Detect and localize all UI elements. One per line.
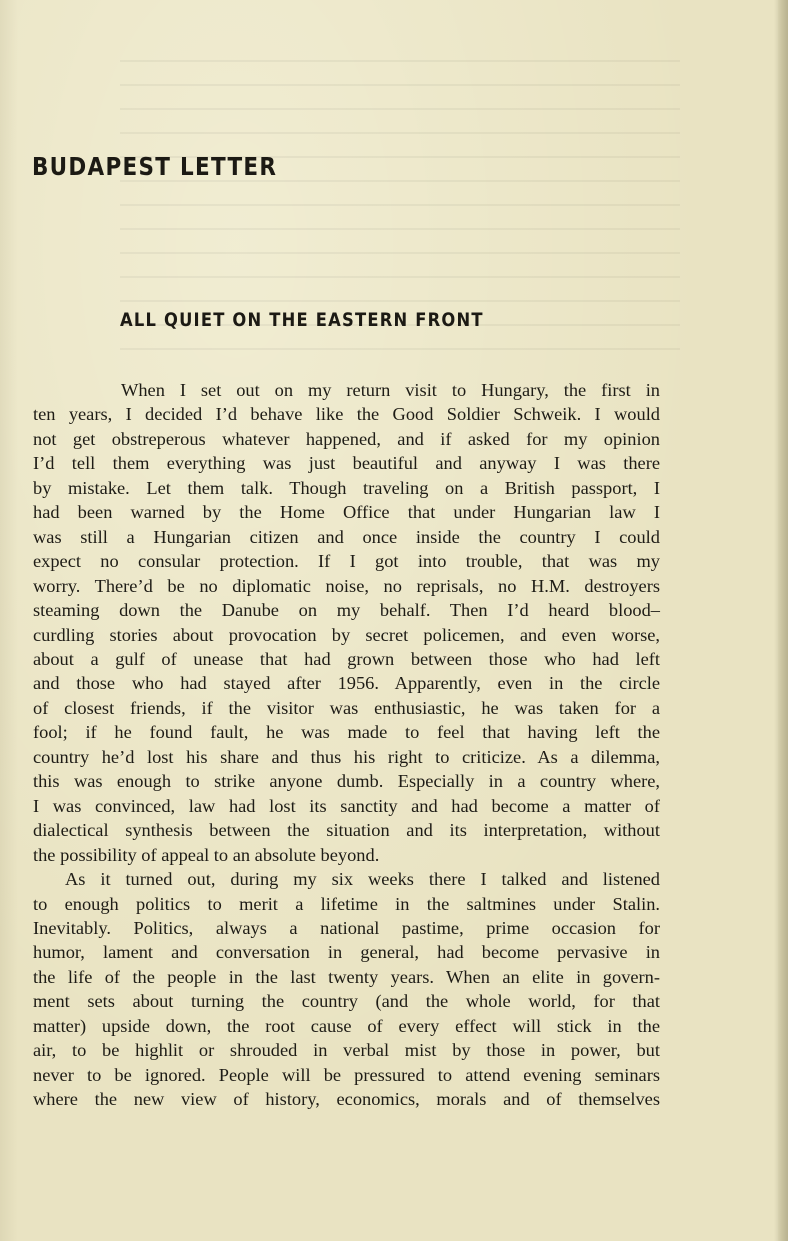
body-line: worry. There’d be no diplomatic noise, no reprisals, no H.M. destroyers [33, 575, 660, 596]
body-line: the life of the people in the last twenty years. When an elite in govern- [33, 966, 660, 987]
body-line: country he’d lost his share and thus his right to criticize. As a dilemma, [33, 746, 660, 767]
body-line: never to be ignored. People will be pressured to attend evening seminars [33, 1064, 660, 1085]
body-line: was still a Hungarian citizen and once inside the country I could [33, 526, 660, 547]
body-line: Inevitably. Politics, always a national pastime, prime occasion for [33, 917, 660, 938]
body-line: to enough politics to merit a lifetime in the saltmines under Stalin. [33, 893, 660, 914]
body-line: where the new view of history, economics, morals and of themselves [33, 1089, 660, 1110]
body-line: about a gulf of unease that had grown between those who had left [33, 648, 660, 669]
body-line: I’d tell them everything was just beautiful and anyway I was there [33, 453, 660, 474]
body-line: fool; if he found fault, he was made to feel that having left the [33, 722, 660, 743]
body-line: this was enough to strike anyone dumb. Especially in a country where, [33, 771, 660, 792]
section-title: BUDAPEST LETTER [32, 152, 278, 181]
body-line: not get obstreperous whatever happened, and if asked for my opinion [33, 428, 660, 449]
body-line: I was convinced, law had lost its sanctity and had become a matter of [33, 795, 660, 816]
body-line: steaming down the Danube on my behalf. Then I’d heard blood– [33, 600, 660, 621]
body-line: of closest friends, if the visitor was enthusiastic, he was taken for a [33, 697, 660, 718]
body-line: by mistake. Let them talk. Though traveling on a British passport, I [33, 477, 660, 498]
body-line: and those who had stayed after 1956. Apparently, even in the circle [33, 673, 660, 694]
body-line: expect no consular protection. If I got into trouble, that was my [33, 551, 660, 572]
page-edge [778, 0, 788, 1241]
body-line: humor, lament and conversation in general, had become pervasive in [33, 942, 660, 963]
body-line: dialectical synthesis between the situation and its interpretation, without [33, 820, 660, 841]
body-line: air, to be highlit or shrouded in verbal mist by those in power, but [33, 1040, 660, 1061]
article-title: ALL QUIET ON THE EASTERN FRONT [120, 309, 484, 331]
body-line: curdling stories about provocation by secret policemen, and even worse, [33, 624, 660, 645]
body-line: ten years, I decided I’d behave like the Good Soldier Schweik. I would [33, 404, 660, 425]
body-line: As it turned out, during my six weeks there I talked and listened [65, 869, 660, 890]
body-line: had been warned by the Home Office that under Hungarian law I [33, 502, 660, 523]
body-line: matter) upside down, the root cause of every effect will stick in the [33, 1015, 660, 1036]
body-line: the possibility of appeal to an absolute beyond. [33, 844, 380, 865]
body-line: ment sets about turning the country (and the whole world, for that [33, 991, 660, 1012]
article-body [33, 378, 660, 1112]
body-line: When I set out on my return visit to Hungary, the first in [121, 380, 660, 400]
